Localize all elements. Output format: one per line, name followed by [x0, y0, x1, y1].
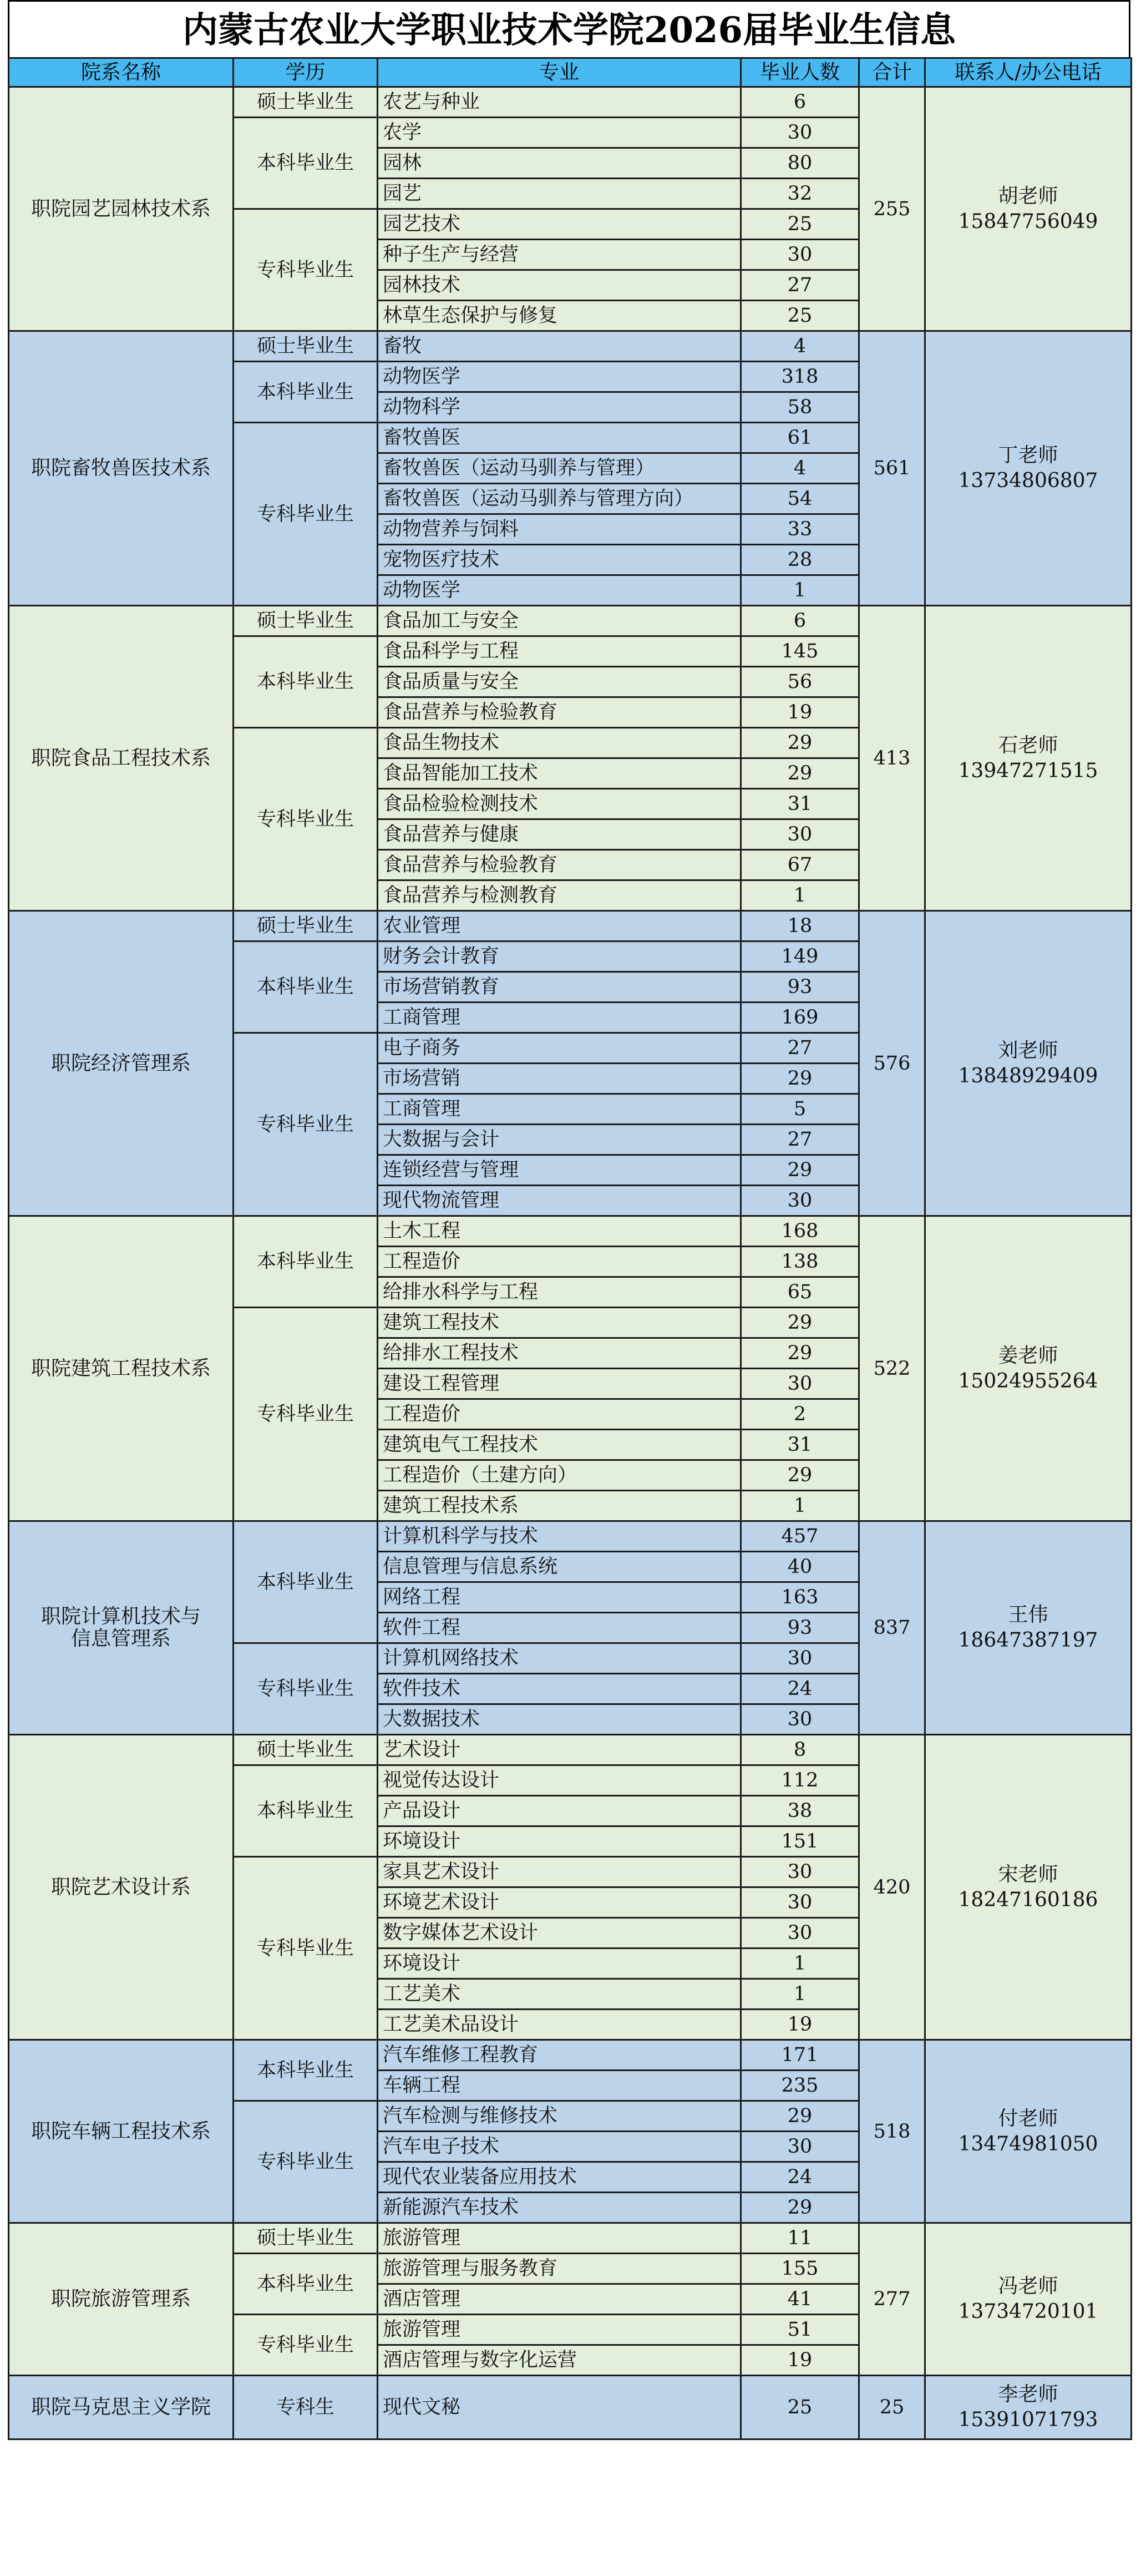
graduate-count: 29	[741, 1064, 859, 1094]
degree-level: 专科毕业生	[234, 1857, 378, 2040]
department-name	[9, 2040, 234, 2223]
degree-level: 硕士毕业生	[234, 911, 378, 942]
graduate-count: 29	[741, 1460, 859, 1491]
degree-level: 专科毕业生	[234, 423, 378, 606]
major-name: 动物医学	[378, 362, 741, 392]
graduate-count: 18	[741, 911, 859, 942]
major-name: 工艺美术	[378, 1979, 741, 2010]
major-name: 工艺美术品设计	[378, 2010, 741, 2040]
degree-level: 硕士毕业生	[234, 87, 378, 118]
graduate-count: 24	[741, 2162, 859, 2193]
degree-level: 硕士毕业生	[234, 1735, 378, 1765]
contact-phone: 13734720101	[958, 2300, 1098, 2323]
major-name: 大数据技术	[378, 1704, 741, 1735]
major-name: 环境设计	[378, 1826, 741, 1857]
graduate-count: 169	[741, 1003, 859, 1033]
graduate-count: 30	[741, 1186, 859, 1216]
degree-level: 本科毕业生	[234, 942, 378, 1033]
major-name: 食品营养与健康	[378, 819, 741, 850]
degree-level: 本科毕业生	[234, 2254, 378, 2315]
contact-info	[925, 2223, 1132, 2376]
graduate-count: 457	[741, 1521, 859, 1552]
graduate-count: 8	[741, 1735, 859, 1765]
department-name-line: 职院车辆工程技术系	[31, 2119, 211, 2143]
major-name: 环境设计	[378, 1949, 741, 1979]
major-name: 给排水科学与工程	[378, 1277, 741, 1308]
contact-phone: 15024955264	[958, 1369, 1098, 1393]
major-name: 食品营养与检验教育	[378, 697, 741, 728]
degree-level: 专科毕业生	[234, 1308, 378, 1521]
graduate-count: 235	[741, 2071, 859, 2101]
major-name: 现代文秘	[378, 2376, 741, 2440]
major-name: 建筑工程技术系	[378, 1491, 741, 1521]
major-name: 食品智能加工技术	[378, 758, 741, 789]
table-row	[9, 1521, 1132, 1552]
page-title: 内蒙古农业大学职业技术学院2026届毕业生信息	[8, 0, 1130, 57]
graduate-count: 67	[741, 850, 859, 880]
header-major: 专业	[378, 58, 741, 87]
graduate-count: 58	[741, 392, 859, 423]
graduate-count: 30	[741, 1643, 859, 1674]
degree-level: 硕士毕业生	[234, 2223, 378, 2254]
graduate-count: 318	[741, 362, 859, 392]
table-row	[9, 2040, 1132, 2071]
contact-name: 刘老师	[998, 1039, 1058, 1062]
contact-name: 王伟	[1008, 1603, 1048, 1626]
major-name: 给排水工程技术	[378, 1338, 741, 1369]
graduate-count: 80	[741, 148, 859, 179]
graduate-count: 29	[741, 1308, 859, 1338]
graduate-count: 29	[741, 2101, 859, 2132]
major-name: 建设工程管理	[378, 1369, 741, 1399]
major-name: 电子商务	[378, 1033, 741, 1064]
major-name: 汽车检测与维修技术	[378, 2101, 741, 2132]
graduate-table	[8, 57, 1132, 2440]
major-name: 计算机科学与技术	[378, 1521, 741, 1552]
graduate-count: 5	[741, 1094, 859, 1125]
contact-info	[925, 911, 1132, 1216]
major-name: 林草生态保护与修复	[378, 301, 741, 331]
major-name: 信息管理与信息系统	[378, 1552, 741, 1582]
graduate-count: 29	[741, 728, 859, 758]
major-name: 汽车维修工程教育	[378, 2040, 741, 2071]
contact-info	[925, 2376, 1132, 2440]
contact-name: 丁老师	[998, 444, 1058, 467]
graduate-count: 1	[741, 1491, 859, 1521]
header-row	[9, 58, 1132, 87]
major-name: 汽车电子技术	[378, 2132, 741, 2162]
major-name: 农业管理	[378, 911, 741, 942]
contact-phone: 18247160186	[958, 1888, 1098, 1911]
graduate-count: 29	[741, 1338, 859, 1369]
degree-level: 专科毕业生	[234, 1033, 378, 1216]
major-name: 连锁经营与管理	[378, 1155, 741, 1186]
department-total: 255	[859, 87, 925, 331]
graduate-count: 155	[741, 2254, 859, 2284]
major-name: 食品营养与检验教育	[378, 850, 741, 880]
major-name: 工商管理	[378, 1094, 741, 1125]
degree-level: 专科毕业生	[234, 1643, 378, 1735]
table-row	[9, 87, 1132, 118]
graduate-count: 4	[741, 453, 859, 484]
graduate-count: 33	[741, 514, 859, 545]
graduate-count: 30	[741, 240, 859, 270]
major-name: 艺术设计	[378, 1735, 741, 1765]
degree-level: 硕士毕业生	[234, 606, 378, 636]
department-name	[9, 2223, 234, 2376]
major-name: 农艺与种业	[378, 87, 741, 118]
header-total: 合计	[859, 58, 925, 87]
contact-info	[925, 87, 1132, 331]
major-name: 家具艺术设计	[378, 1857, 741, 1887]
major-name: 财务会计教育	[378, 942, 741, 972]
department-total: 25	[859, 2376, 925, 2440]
graduate-count: 65	[741, 1277, 859, 1308]
graduate-count: 30	[741, 1918, 859, 1949]
major-name: 视觉传达设计	[378, 1765, 741, 1796]
graduate-count: 25	[741, 2376, 859, 2440]
major-name: 新能源汽车技术	[378, 2193, 741, 2223]
graduate-count: 138	[741, 1247, 859, 1277]
contact-name: 姜老师	[998, 1344, 1058, 1367]
table-row	[9, 1735, 1132, 1765]
major-name: 建筑工程技术	[378, 1308, 741, 1338]
major-name: 食品科学与工程	[378, 636, 741, 667]
contact-phone: 13848929409	[958, 1064, 1098, 1087]
contact-info	[925, 1521, 1132, 1735]
major-name: 园林	[378, 148, 741, 179]
graduate-count: 27	[741, 1125, 859, 1155]
header-count: 毕业人数	[741, 58, 859, 87]
department-name	[9, 1735, 234, 2040]
graduate-count: 51	[741, 2315, 859, 2345]
page	[8, 0, 1130, 2440]
table-body	[9, 87, 1132, 2440]
header-contact: 联系人/办公电话	[925, 58, 1132, 87]
department-name-line: 职院经济管理系	[50, 1051, 191, 1075]
contact-info	[925, 1735, 1132, 2040]
major-name: 旅游管理与服务教育	[378, 2254, 741, 2284]
graduate-count: 29	[741, 2193, 859, 2223]
major-name: 畜牧	[378, 331, 741, 362]
graduate-count: 2	[741, 1399, 859, 1430]
graduate-count: 145	[741, 636, 859, 667]
department-name-line: 职院园艺园林技术系	[31, 197, 211, 220]
contact-name: 胡老师	[998, 184, 1058, 208]
major-name: 园艺	[378, 179, 741, 209]
table-row	[9, 911, 1132, 942]
graduate-count: 29	[741, 1155, 859, 1186]
graduate-count: 112	[741, 1765, 859, 1796]
major-name: 土木工程	[378, 1216, 741, 1247]
department-total: 576	[859, 911, 925, 1216]
major-name: 现代物流管理	[378, 1186, 741, 1216]
major-name: 市场营销	[378, 1064, 741, 1094]
major-name: 环境艺术设计	[378, 1887, 741, 1918]
graduate-count: 30	[741, 1887, 859, 1918]
degree-level: 本科毕业生	[234, 1765, 378, 1857]
graduate-count: 30	[741, 2132, 859, 2162]
major-name: 食品加工与安全	[378, 606, 741, 636]
graduate-count: 25	[741, 301, 859, 331]
major-name: 旅游管理	[378, 2315, 741, 2345]
contact-name: 李老师	[998, 2383, 1058, 2406]
graduate-count: 40	[741, 1552, 859, 1582]
degree-level: 本科毕业生	[234, 1216, 378, 1308]
major-name: 宠物医疗技术	[378, 545, 741, 575]
major-name: 网络工程	[378, 1582, 741, 1613]
department-total: 277	[859, 2223, 925, 2376]
graduate-count: 29	[741, 758, 859, 789]
major-name: 市场营销教育	[378, 972, 741, 1003]
department-name-line: 职院计算机技术与	[40, 1605, 201, 1628]
contact-phone: 15847756049	[958, 210, 1098, 233]
header-department: 院系名称	[9, 58, 234, 87]
major-name: 数字媒体艺术设计	[378, 1918, 741, 1949]
graduate-count: 4	[741, 331, 859, 362]
table-row	[9, 1216, 1132, 1247]
major-name: 旅游管理	[378, 2223, 741, 2254]
major-name: 园林技术	[378, 270, 741, 301]
major-name: 种子生产与经营	[378, 240, 741, 270]
graduate-count: 31	[741, 1430, 859, 1460]
major-name: 现代农业装备应用技术	[378, 2162, 741, 2193]
major-name: 畜牧兽医（运动马驯养与管理方向）	[378, 484, 741, 514]
table-row	[9, 606, 1132, 636]
department-name-line: 职院艺术设计系	[50, 1875, 191, 1899]
department-name-line: 职院畜牧兽医技术系	[31, 457, 211, 479]
major-name: 软件工程	[378, 1613, 741, 1643]
contact-name: 石老师	[998, 733, 1058, 757]
degree-level: 本科毕业生	[234, 2040, 378, 2101]
major-name: 动物营养与饲料	[378, 514, 741, 545]
graduate-count: 93	[741, 972, 859, 1003]
major-name: 畜牧兽医（运动马驯养与管理）	[378, 453, 741, 484]
graduate-count: 30	[741, 819, 859, 850]
graduate-count: 27	[741, 270, 859, 301]
major-name: 食品营养与检测教育	[378, 880, 741, 911]
contact-phone: 13474981050	[958, 2132, 1098, 2155]
graduate-count: 1	[741, 1979, 859, 2010]
graduate-count: 25	[741, 209, 859, 240]
department-name-line: 职院建筑工程技术系	[31, 1357, 211, 1380]
major-name: 动物科学	[378, 392, 741, 423]
degree-level: 本科毕业生	[234, 118, 378, 209]
table-row	[9, 331, 1132, 362]
department-name	[9, 606, 234, 911]
contact-info	[925, 606, 1132, 911]
graduate-count: 41	[741, 2284, 859, 2315]
major-name: 工程造价	[378, 1247, 741, 1277]
department-total: 837	[859, 1521, 925, 1735]
contact-name: 冯老师	[998, 2275, 1058, 2297]
department-name-line: 职院马克思主义学院	[31, 2396, 211, 2418]
graduate-count: 151	[741, 1826, 859, 1857]
department-total: 518	[859, 2040, 925, 2223]
major-name: 工程造价（土建方向）	[378, 1460, 741, 1491]
graduate-count: 30	[741, 1857, 859, 1887]
department-name	[9, 911, 234, 1216]
degree-level: 硕士毕业生	[234, 331, 378, 362]
major-name: 产品设计	[378, 1796, 741, 1826]
table-row	[9, 2223, 1132, 2254]
graduate-count: 149	[741, 942, 859, 972]
major-name: 大数据与会计	[378, 1125, 741, 1155]
major-name: 食品生物技术	[378, 728, 741, 758]
graduate-count: 24	[741, 1674, 859, 1704]
department-name-line: 职院旅游管理系	[50, 2287, 191, 2310]
degree-level: 本科毕业生	[234, 1521, 378, 1643]
major-name: 软件技术	[378, 1674, 741, 1704]
department-total: 522	[859, 1216, 925, 1521]
graduate-count: 28	[741, 545, 859, 575]
department-name	[9, 1521, 234, 1735]
graduate-count: 30	[741, 1704, 859, 1735]
major-name: 食品检验检测技术	[378, 789, 741, 819]
major-name: 酒店管理与数字化运营	[378, 2345, 741, 2376]
graduate-count: 1	[741, 575, 859, 606]
contact-info	[925, 331, 1132, 606]
graduate-count: 6	[741, 87, 859, 118]
graduate-count: 30	[741, 1369, 859, 1399]
department-total: 420	[859, 1735, 925, 2040]
graduate-count: 61	[741, 423, 859, 453]
graduate-count: 54	[741, 484, 859, 514]
table-row	[9, 2376, 1132, 2440]
major-name: 畜牧兽医	[378, 423, 741, 453]
major-name: 工程造价	[378, 1399, 741, 1430]
major-name: 计算机网络技术	[378, 1643, 741, 1674]
department-total: 413	[859, 606, 925, 911]
department-name	[9, 331, 234, 606]
contact-name: 宋老师	[998, 1863, 1058, 1886]
major-name: 食品质量与安全	[378, 667, 741, 697]
contact-phone: 13947271515	[958, 759, 1098, 782]
graduate-count: 168	[741, 1216, 859, 1247]
contact-name: 付老师	[998, 2107, 1058, 2130]
department-name-line: 信息管理系	[70, 1627, 171, 1650]
graduate-count: 1	[741, 1949, 859, 1979]
graduate-count: 163	[741, 1582, 859, 1613]
department-total: 561	[859, 331, 925, 606]
degree-level: 本科毕业生	[234, 636, 378, 728]
department-name-line: 职院食品工程技术系	[31, 746, 211, 770]
department-name	[9, 1216, 234, 1521]
major-name: 车辆工程	[378, 2071, 741, 2101]
header-degree: 学历	[234, 58, 378, 87]
degree-level: 本科毕业生	[234, 362, 378, 423]
graduate-count: 93	[741, 1613, 859, 1643]
major-name: 农学	[378, 118, 741, 148]
graduate-count: 19	[741, 697, 859, 728]
graduate-count: 38	[741, 1796, 859, 1826]
degree-level: 专科生	[234, 2376, 378, 2440]
graduate-count: 27	[741, 1033, 859, 1064]
contact-phone: 13734806807	[958, 469, 1098, 492]
graduate-count: 32	[741, 179, 859, 209]
graduate-count: 1	[741, 880, 859, 911]
major-name: 建筑电气工程技术	[378, 1430, 741, 1460]
department-name	[9, 2376, 234, 2440]
major-name: 园艺技术	[378, 209, 741, 240]
graduate-count: 6	[741, 606, 859, 636]
department-name	[9, 87, 234, 331]
graduate-count: 19	[741, 2345, 859, 2376]
contact-info	[925, 2040, 1132, 2223]
graduate-count: 31	[741, 789, 859, 819]
graduate-count: 171	[741, 2040, 859, 2071]
major-name: 酒店管理	[378, 2284, 741, 2315]
contact-info	[925, 1216, 1132, 1521]
degree-level: 专科毕业生	[234, 2315, 378, 2376]
contact-phone: 18647387197	[958, 1629, 1098, 1652]
major-name: 动物医学	[378, 575, 741, 606]
contact-phone: 15391071793	[958, 2408, 1098, 2431]
degree-level: 专科毕业生	[234, 728, 378, 911]
degree-level: 专科毕业生	[234, 209, 378, 331]
graduate-count: 56	[741, 667, 859, 697]
graduate-count: 30	[741, 118, 859, 148]
graduate-count: 19	[741, 2010, 859, 2040]
major-name: 工商管理	[378, 1003, 741, 1033]
degree-level: 专科毕业生	[234, 2101, 378, 2223]
graduate-count: 11	[741, 2223, 859, 2254]
